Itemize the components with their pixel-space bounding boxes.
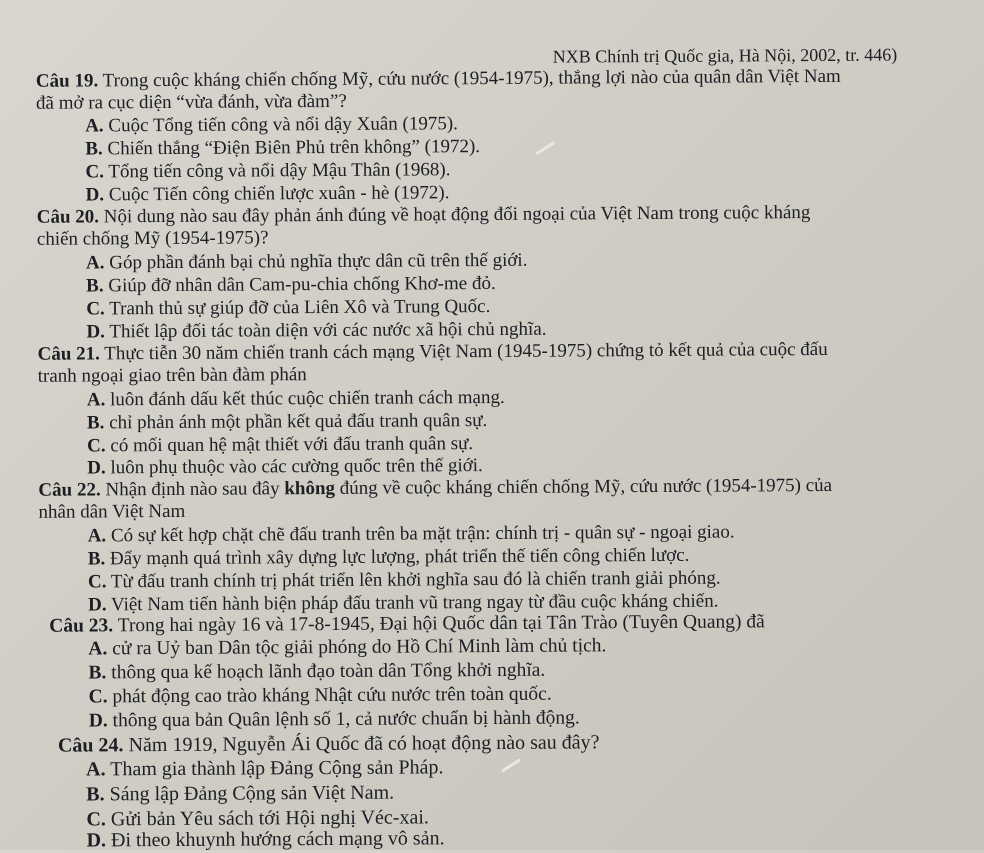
option-letter: B. (85, 138, 103, 160)
source-citation: NXB Chính trị Quốc gia, Hà Nội, 2002, tr. 446) (552, 44, 898, 67)
option-letter: C. (87, 571, 107, 593)
option-letter: A. (85, 252, 105, 274)
question-20-option-b[interactable] (86, 274, 496, 296)
option-letter: B. (86, 275, 104, 297)
option-text: Gửi bản Yêu sách tới Hội nghị Véc-xai. (105, 806, 429, 831)
question-24-option-c[interactable] (86, 807, 429, 829)
option-text: Đi theo khuynh hướng cách mạng vô sản. (105, 827, 445, 852)
question-19-option-b[interactable] (85, 137, 480, 158)
question-23-line-1 (49, 612, 765, 636)
option-letter: A. (86, 389, 106, 411)
option-letter: D. (88, 710, 108, 732)
question-20-line-1 (37, 203, 811, 227)
option-letter: D. (88, 594, 107, 616)
option-text: luôn đánh dấu kết thúc cuộc chiến tranh cách mạng. (105, 386, 505, 411)
question-21-option-b[interactable] (87, 411, 487, 432)
question-22-line-1 (38, 476, 832, 500)
question-20-option-d[interactable] (86, 320, 546, 342)
option-text: Tranh thủ sự giúp đỡ của Liên Xô và Trung Quốc. (104, 296, 491, 320)
pen-check-mark (535, 141, 555, 155)
option-text: phát động cao trào kháng Nhật cứu nước trên toàn quốc. (107, 683, 552, 708)
option-text: Việt Nam tiến hành biện pháp đấu tranh vũ trang ngay từ đầu cuộc kháng chiến. (106, 590, 719, 616)
pen-check-mark (501, 758, 521, 772)
option-text: thông qua kế hoạch lãnh đạo toàn dân Tổng khởi nghĩa. (106, 659, 546, 684)
option-text: Cuộc Tổng tiến công và nổi dậy Xuân (1975). (103, 113, 458, 137)
question-22-option-c[interactable] (88, 569, 721, 592)
question-20-number: Câu 20. (36, 206, 100, 228)
question-23-option-b[interactable] (88, 661, 545, 683)
question-23-option-c[interactable] (89, 685, 552, 707)
question-24-line-1 (58, 732, 600, 755)
option-letter: A. (87, 525, 107, 547)
question-20-option-c[interactable] (86, 297, 490, 318)
option-letter: D. (86, 321, 105, 343)
question-21-option-d[interactable] (87, 456, 483, 477)
question-23-option-d[interactable] (89, 708, 580, 730)
question-19-option-a[interactable] (85, 114, 458, 135)
question-21-option-a[interactable] (87, 388, 505, 410)
option-letter: D. (86, 829, 107, 852)
question-23-option-a[interactable] (88, 636, 606, 659)
option-letter: C. (86, 808, 106, 831)
option-letter: C. (86, 298, 105, 320)
option-letter: B. (87, 548, 106, 570)
question-23-stem: Trong hai ngày 16 và 17-8-1945, Đại hội Quốc dân tại Tân Trào (Tuyên Quang) đã (113, 611, 765, 637)
option-text: Chiến thắng “Điện Biên Phủ trên không” (1972). (102, 136, 481, 160)
option-text: Giúp đỡ nhân dân Cam-pu-chia chống Khơ-me đỏ. (103, 272, 496, 297)
question-24-option-d[interactable] (86, 828, 444, 850)
option-letter: D. (85, 184, 105, 206)
question-19-line-1 (36, 67, 841, 91)
option-text: cử ra Uỷ ban Dân tộc giải phóng do Hồ Chí Minh làm chủ tịch. (107, 635, 607, 660)
option-text: Có sự kết hợp chặt chẽ đấu tranh trên ba mặt trận: chính trị - quân sự - ngoại giao. (106, 521, 735, 547)
question-22-option-d[interactable] (88, 592, 718, 615)
option-letter: C. (88, 686, 108, 708)
question-19-stem-cont: đã mở ra cục diện “vừa đánh, vừa đàm”? (35, 90, 347, 114)
question-24-option-b[interactable] (86, 783, 394, 805)
option-letter: A. (85, 115, 104, 137)
option-letter: A. (88, 638, 108, 660)
question-22-option-b[interactable] (88, 546, 690, 569)
option-letter: B. (88, 662, 107, 684)
option-text: Tổng tiến công và nổi dậy Mậu Thân (1968). (103, 159, 451, 183)
question-22-number: Câu 22. (38, 479, 101, 501)
question-21-stem-cont: tranh ngoại giao trên bàn đàm phán (37, 364, 307, 387)
question-19-number: Câu 19. (35, 70, 99, 92)
question-21-stem: Thực tiễn 30 năm chiến tranh cách mạng Việt Nam (1945-1975) chứng tỏ kết quả của cuộc đấu (99, 338, 828, 365)
option-text: Cuộc Tiến công chiến lược xuân - hè (1972). (104, 182, 450, 206)
question-20-stem-cont: chiến chống Mỹ (1954-1975)? (36, 227, 269, 250)
option-text: thông qua bản Quân lệnh số 1, cả nước chuẩn bị hành động. (107, 707, 580, 732)
option-letter: A. (86, 758, 106, 781)
option-text: Đẩy mạnh quá trình xây dựng lực lượng, phát triển thế tiến công chiến lược. (105, 544, 690, 570)
question-22-stem-cont: nhân dân Việt Nam (38, 500, 186, 523)
question-22-stem-part-1: Nhận định nào sau đây (100, 478, 285, 501)
option-text: có mối quan hệ mật thiết với đấu tranh quân sự. (105, 433, 474, 457)
option-text: Thiết lập đối tác toàn diện với các nước xã hội chủ nghĩa. (104, 318, 547, 343)
option-letter: C. (85, 161, 104, 183)
question-20-stem: Nội dung nào sau đây phản ánh đúng về hoạt động đối ngoại của Việt Nam trong cuộc kháng (98, 202, 811, 228)
question-23-number: Câu 23. (49, 615, 114, 637)
option-text: Sáng lập Đảng Cộng sản Việt Nam. (104, 781, 395, 806)
question-19-option-c[interactable] (85, 160, 450, 181)
question-22-negation: không (284, 477, 336, 500)
option-letter: D. (87, 457, 106, 479)
option-letter: B. (86, 783, 105, 806)
option-letter: B. (86, 412, 105, 434)
question-24-number: Câu 24. (57, 734, 124, 757)
option-text: chỉ phản ánh một phần kết quả đấu tranh quân sự. (104, 410, 488, 434)
question-22-option-a[interactable] (88, 523, 735, 546)
option-text: Từ đấu tranh chính trị phát triển lên khởi nghĩa sau đó là chiến tranh giải phóng. (106, 567, 721, 593)
option-letter: C. (87, 435, 106, 457)
question-24-stem: Năm 1919, Nguyễn Ái Quốc đã có hoạt động nào sau đây? (123, 731, 600, 757)
question-20-option-a[interactable] (86, 251, 528, 273)
question-19-stem: Trong cuộc kháng chiến chống Mỹ, cứu nước (1954-1975), thắng lợi nào của quân dân Việt Nam (98, 65, 841, 92)
question-22-stem-part-2: đúng về cuộc kháng chiến chống Mỹ, cứu nước (1954-1975) của (334, 474, 833, 499)
question-21-option-c[interactable] (87, 434, 473, 455)
option-text: Tham gia thành lập Đảng Cộng sản Pháp. (105, 756, 444, 781)
option-text: Góp phần đánh bại chủ nghĩa thực dân cũ trên thế giới. (104, 249, 528, 274)
question-19-option-d[interactable] (86, 183, 450, 204)
question-21-line-1 (38, 340, 828, 364)
question-21-number: Câu 21. (37, 343, 100, 365)
option-text: luôn phụ thuộc vào các cường quốc trên thế giới. (105, 455, 483, 479)
question-24-option-a[interactable] (86, 757, 443, 779)
